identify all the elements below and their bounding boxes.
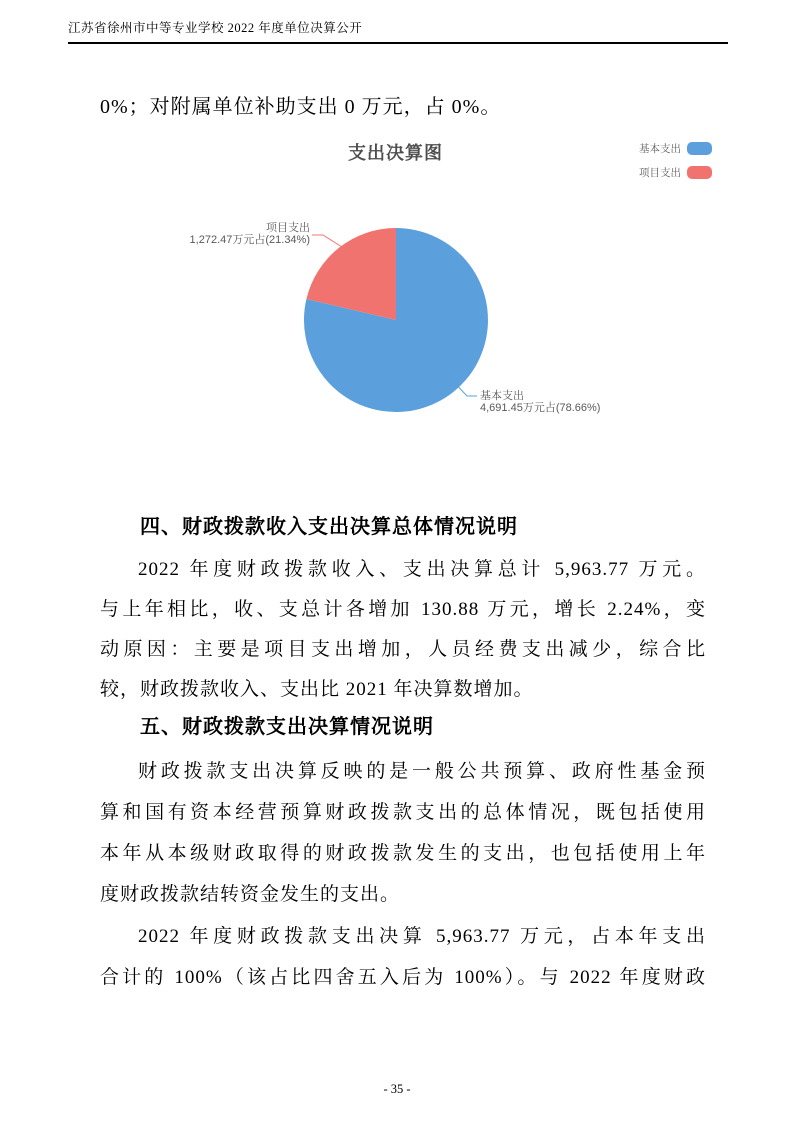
pie-label-project-name: 项目支出 [266,222,310,234]
legend-swatch-basic [687,142,712,155]
page-number: - 35 - [383,1082,411,1096]
text-line: 合计的 100%（该占比四舍五入后为 100%）。与 2022 年度财政 [100,967,706,988]
legend-label-project: 项目支出 [639,167,681,179]
legend-item-project [639,165,712,180]
text-line: 较，财政拨款收入、支出比 2021 年决算数增加。 [100,679,534,700]
text-line: 与上年相比，收、支总计各增加 130.88 万元，增长 2.24%，变 [100,599,706,620]
chart-title: 支出决算图 [348,143,443,163]
pie-label-basic-name: 基本支出 [480,390,524,402]
section-five-heading: 五、财政拨款支出决算情况说明 [140,716,434,738]
pie-label-basic-value: 4,691.45万元占(78.66%) [480,402,601,414]
legend-swatch-project [687,166,712,179]
pie-label-project-value: 1,272.47万元占(21.34%) [189,234,310,246]
text-line: 财政拨款支出决算反映的是一般公共预算、政府性基金预 [138,761,706,782]
leader-line-project [312,235,342,247]
section-four-paragraph [100,550,706,710]
legend-label-basic: 基本支出 [639,143,681,155]
expenditure-pie-chart [160,200,760,500]
text-line: 度财政拨款结转资金发生的支出。 [100,884,401,905]
text-line: 本年从本级财政取得的财政拨款发生的支出，也包括使用上年 [100,843,706,864]
text-line: 算和国有资本经营预算财政拨款支出的总体情况，既包括使用 [100,802,706,823]
intro-paragraph: 0%；对附属单位补助支出 0 万元，占 0%。 [100,96,502,118]
chart-legend [639,141,712,180]
text-line: 2022 年度财政拨款支出决算 5,963.77 万元，占本年支出 [138,926,706,947]
section-five-paragraph-2 [100,916,706,998]
section-four-heading: 四、财政拨款收入支出决算总体情况说明 [140,516,518,538]
legend-item-basic [639,141,712,156]
text-line: 2022 年度财政拨款收入、支出决算总计 5,963.77 万元。 [138,559,706,580]
section-five-paragraph-1 [100,751,706,915]
document-header: 江苏省徐州市中等专业学校 2022 年度单位决算公开 [68,18,728,44]
text-line: 动原因：主要是项目支出增加，人员经费支出减少，综合比 [100,639,706,660]
